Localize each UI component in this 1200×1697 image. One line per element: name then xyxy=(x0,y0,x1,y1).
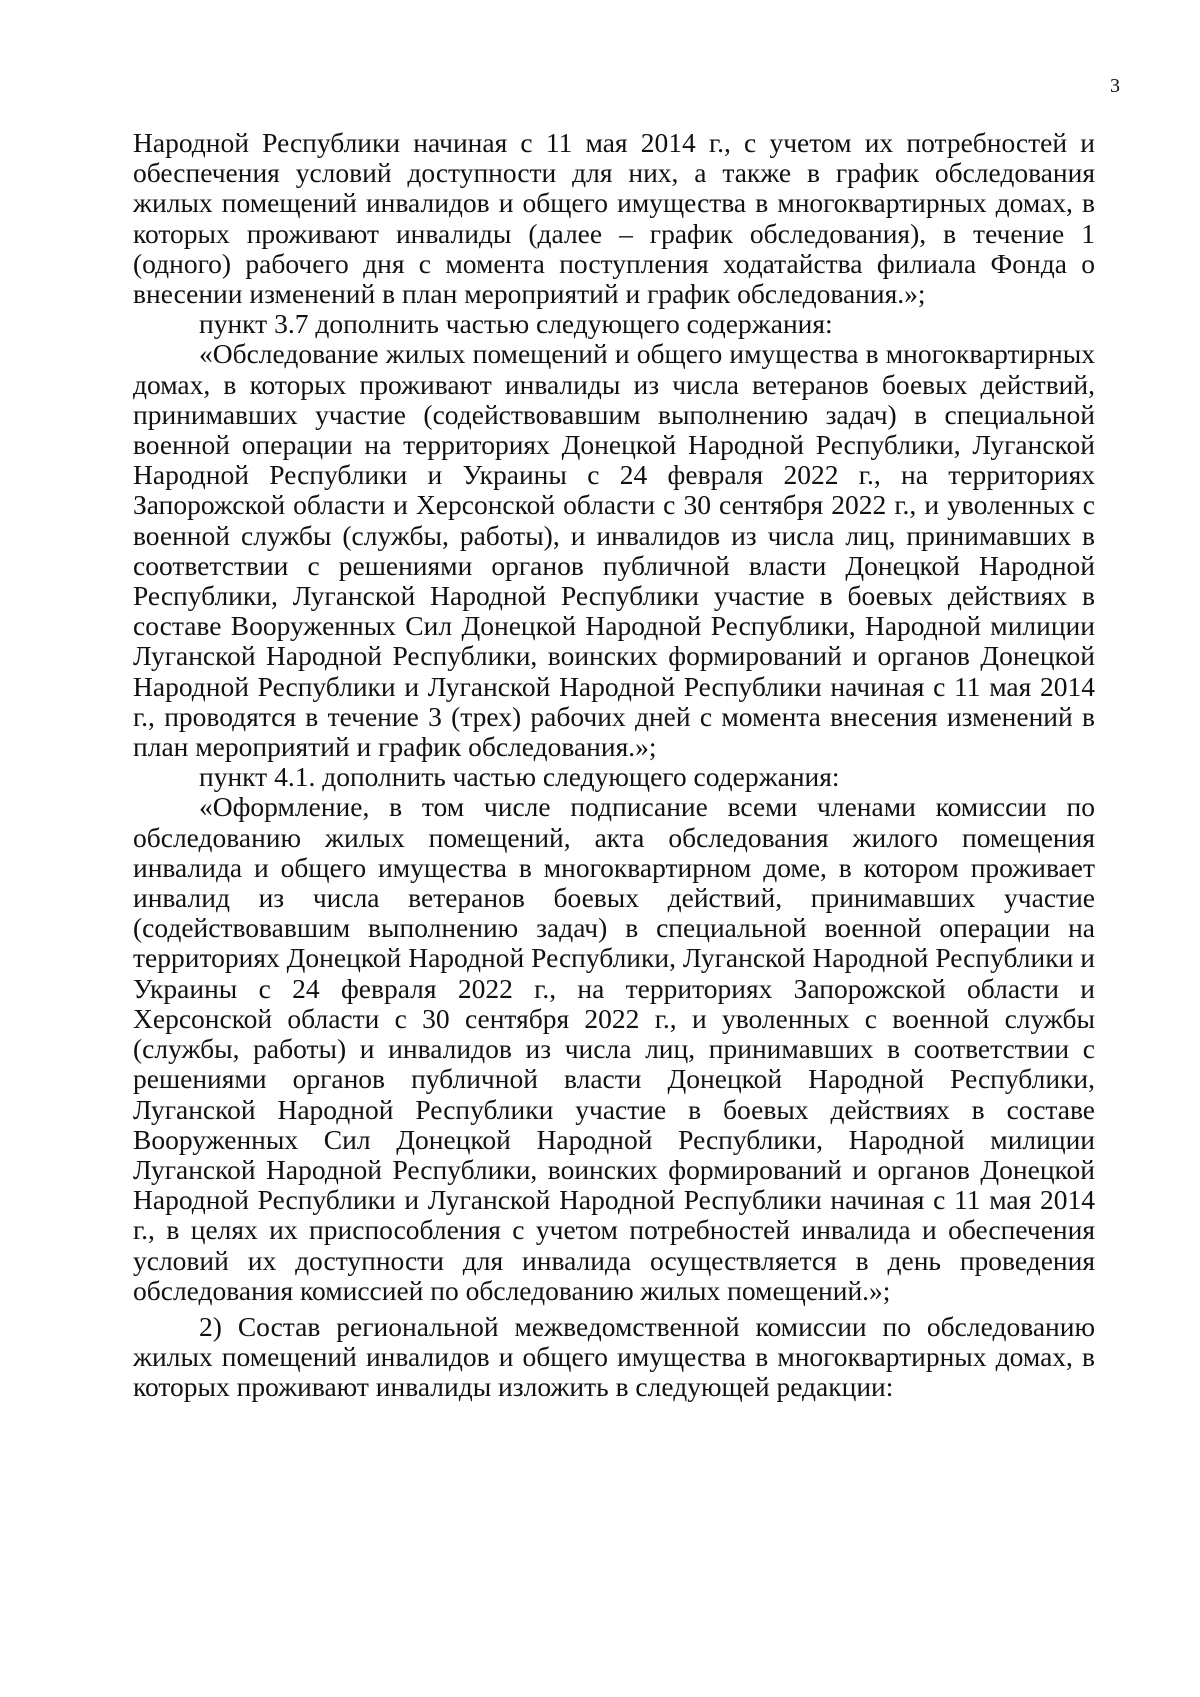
paragraph-amendment-3-7-intro: пункт 3.7 дополнить частью следующего содержания: xyxy=(199,308,833,340)
paragraph-amendment-3-7-text: «Обследование жилых помещений и общего имущества в многоквартирных домах, в которых проживают инвалиды из числа ветеранов боевых действий, принимавших участие (содействовавшим выполнению задач) в специальной военной операции на территориях Донецкой Народной Республики, Луганской Народной Республики и Украины с 24 февраля 2022 г., на территориях Запорожской области и Херсонской области с 30 сентября 2022 г., и уволенных с военной службы (службы, работы), и инвалидов из числа лиц, принимавших в соответствии с решениями органов публичной власти Донецкой Народной Республики, Луганской Народной Республики участие в боевых действиях в составе Вооруженных Сил Донецкой Народной Республики, Народной милиции Луганской Народной Республики, воинских формирований и органов Донецкой Народной Республики и Луганской Народной Республики начиная с 11 мая 2014 г., проводятся в течение 3 (трех) рабочих дней с момента внесения изменений в план мероприятий и график обследования.»; xyxy=(133,338,1095,763)
document-body xyxy=(133,128,1095,1403)
paragraph-continuation: Народной Республики начиная с 11 мая 2014 г., с учетом их потребностей и обеспечения условий доступности для них, а также в график обследования жилых помещений инвалидов и общего имущества в многоквартирных домах, в которых проживают инвалиды (далее – график обследования), в течение 1 (одного) рабочего дня с момента поступления ходатайства филиала Фонда о внесении изменений в план мероприятий и график обследования.»; xyxy=(133,127,1095,310)
paragraph-item-2: 2) Состав региональной межведомственной комиссии по обследованию жилых помещений инвалидов и общего имущества в многоквартирных домах, в которых проживают инвалиды изложить в следующей редакции: xyxy=(133,1310,1095,1403)
page-number: 3 xyxy=(1110,75,1120,97)
paragraph-amendment-4-1-intro: пункт 4.1. дополнить частью следующего содержания: xyxy=(199,761,840,793)
paragraph-amendment-4-1-text: «Оформление, в том числе подписание всеми членами комиссии по обследованию жилых помещений, акта обследования жилого помещения инвалида и общего имущества в многоквартирном доме, в котором проживает инвалид из числа ветеранов боевых действий, принимавших участие (содействовавшим выполнению задач) в специальной военной операции на территориях Донецкой Народной Республики, Луганской Народной Республики и Украины с 24 февраля 2022 г., на территориях Запорожской области и Херсонской области с 30 сентября 2022 г., и уволенных с военной службы (службы, работы) и инвалидов из числа лиц, принимавших в соответствии с решениями органов публичной власти Донецкой Народной Республики, Луганской Народной Республики участие в боевых действиях в составе Вооруженных Сил Донецкой Народной Республики, Народной милиции Луганской Народной Республики, воинских формирований и органов Донецкой Народной Республики и Луганской Народной Республики начиная с 11 мая 2014 г., в целях их приспособления с учетом потребностей инвалида и обеспечения условий их доступности для инвалида осуществляется в день проведения обследования комиссией по обследованию жилых помещений.»; xyxy=(133,791,1095,1306)
